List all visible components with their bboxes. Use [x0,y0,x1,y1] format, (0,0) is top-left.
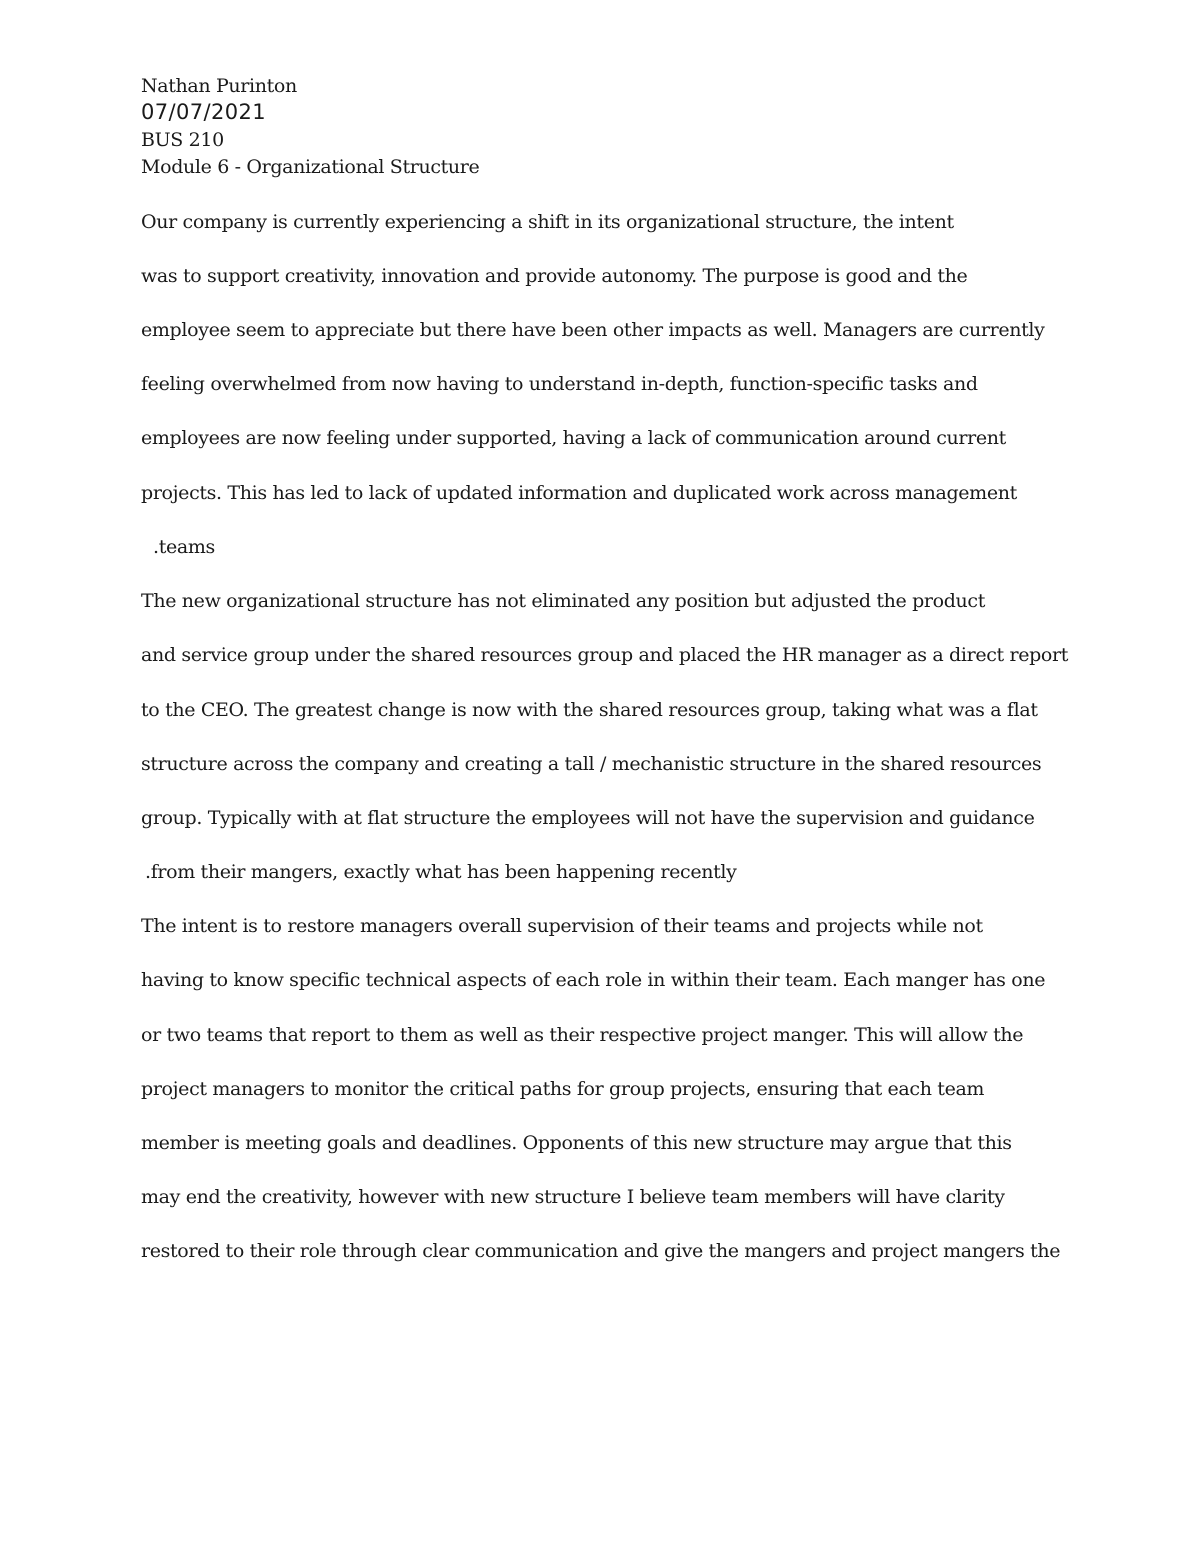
body-line: member is meeting goals and deadlines. Opponents of this new structure may argue that this [141,1132,1012,1154]
document-title: Module 6 - Organizational Structure [141,156,480,178]
body-line: employee seem to appreciate but there have been other impacts as well. Managers are currently [141,319,1045,341]
body-line: may end the creativity, however with new structure I believe team members will have clarity [141,1186,1005,1208]
body-line: .from their mangers, exactly what has been happening recently [145,861,737,883]
body-line: projects. This has led to lack of updated information and duplicated work across management [141,482,1017,504]
body-line: Our company is currently experiencing a shift in its organizational structure, the intent [141,211,954,233]
body-line: project managers to monitor the critical paths for group projects, ensuring that each team [141,1078,985,1100]
body-line: to the CEO. The greatest change is now with the shared resources group, taking what was a flat [141,699,1038,721]
body-line: .teams [153,536,215,558]
body-line: having to know specific technical aspects of each role in within their team. Each manger has one [141,969,1046,991]
body-line: The new organizational structure has not eliminated any position but adjusted the product [141,590,985,612]
body-line: was to support creativity, innovation and provide autonomy. The purpose is good and the [141,265,968,287]
body-line: restored to their role through clear communication and give the mangers and project mangers the [141,1240,1061,1262]
body-line: group. Typically with at flat structure the employees will not have the supervision and guidance [141,807,1035,829]
body-line: The intent is to restore managers overall supervision of their teams and projects while not [141,915,983,937]
body-line: structure across the company and creating a tall / mechanistic structure in the shared resources [141,753,1042,775]
body-line: feeling overwhelmed from now having to understand in-depth, function-specific tasks and [141,373,978,395]
author-name: Nathan Purinton [141,75,297,97]
body-line: employees are now feeling under supported, having a lack of communication around current [141,427,1006,449]
body-line: or two teams that report to them as well as their respective project manger. This will allow the [141,1024,1024,1046]
document-date: 07/07/2021 [141,100,267,124]
body-line: and service group under the shared resources group and placed the HR manager as a direct report [141,644,1069,666]
course-code: BUS 210 [141,129,224,151]
